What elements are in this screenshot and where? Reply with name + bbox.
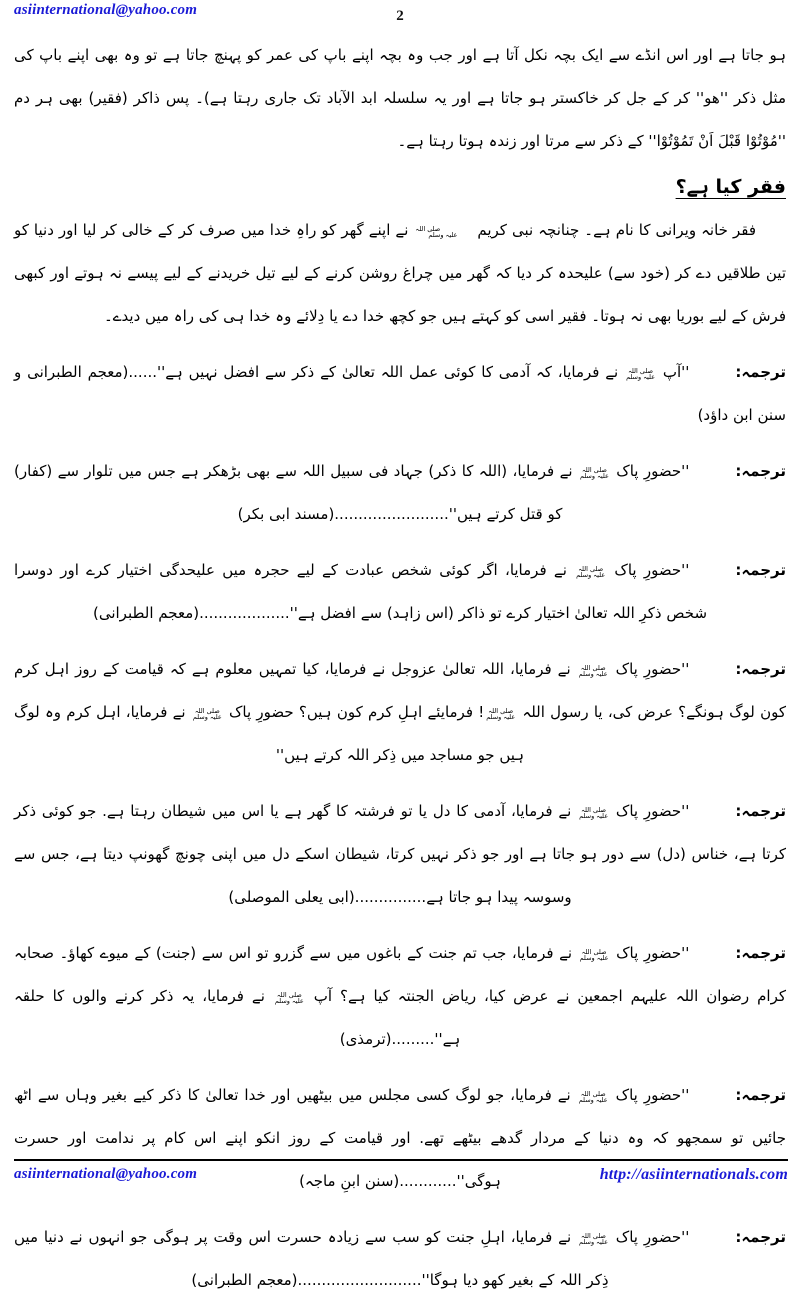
pbuh-honorific-icon: صلی اللہ علیہ وسلم [579,465,609,480]
pbuh-honorific-icon: صلی اللہ علیہ وسلم [579,1231,608,1246]
translation-text: ''حضورِ پاک صلی اللہ علیہ وسلم نے فرمایا، جو لوگ کسی مجلس میں بیٹھیں اور خدا تعالیٰ کا ذکر کیے بغیر وہاں سے اٹھ جائیں تو سمجھو کہ وہ دنیا کے مردار گدھے بیٹھے تھے. اور قیامت کے روز انکو اپنے اس کام پر ندامت اور حسرت ہوگی''............(سنن ابنِ ماجہ) [14,1086,786,1190]
pbuh-honorific-icon: صلی اللہ علیہ وسلم [579,947,609,962]
page-header [14,2,786,28]
pbuh-honorific-icon: صلی اللہ علیہ وسلم [578,1089,608,1104]
footer-email-link[interactable]: asiinternational@yahoo.com [14,1166,198,1182]
pbuh-honorific-icon: صلی اللہ علیہ وسلم [415,224,458,239]
translation-label: ترجمہ: [735,1228,786,1246]
page-number: 2 [396,8,404,24]
section-heading-text: فقر کیا ہے؟ [675,176,786,198]
translation-label: ترجمہ: [735,462,786,480]
intro-paragraph: ہو جاتا ہے اور اس انڈے سے ایک بچہ نکل آتا ہے اور جب وہ بچہ اپنے باپ کی عمر کو پہنچ جاتا ہے تو وہ بھی اپنے باپ کی مثل ذکر ''ھو'' کر کے جل کر خاکستر ہو جاتا ہے اور یہ سلسلہ ابد الآباد تک جاری رہتا ہے)۔ پس ذاکر (فقیر) بھی ہر دم ''مُوْتُوْا قَبْلَ اَنْ تَمُوْتُوْا'' کے ذکر سے مرتا اور زندہ ہوتا رہتا ہے۔ [14,46,786,150]
translation-entry [14,549,786,635]
pbuh-honorific-icon: صلی اللہ علیہ وسلم [626,366,655,381]
pbuh-honorific-icon: صلی اللہ علیہ وسلم [486,706,516,721]
translation-text: ''حضورِ پاک صلی اللہ علیہ وسلم نے فرمایا، اگر کوئی شخص عبادت کے لیے حجرہ میں علیحدگی اختیار کرے اور دوسرا شخص ذکرِ اللہ تعالیٰ اختیار کرے تو ذاکر (اس زاہد) سے افضل ہے''...................(معجم الطبرانی) [14,561,708,622]
translation-text: ''حضورِ پاک صلی اللہ علیہ وسلم نے فرمایا، جب تم جنت کے باغوں میں سے گزرو تو اس سے (جنت) کے میوے کھاؤ۔ صحابہ کرام رضوان اللہ علیہم اجمعین نے عرض کیا، ریاض الجنتہ کیا ہے؟ آپ صلی اللہ علیہ وسلم نے فرمایا، یہ ذکر کرنے والوں کا حلقہ ہے''.........(ترمذی) [14,944,786,1048]
translation-label: ترجمہ: [735,802,786,820]
translation-entry [14,932,786,1061]
translation-text: ''حضورِ پاک صلی اللہ علیہ وسلم نے فرمایا، اہلِ جنت کو سب سے زیادہ حسرت اس وقت پر ہوگی جو انہوں نے دنیا میں ذِکر اللہ کے بغیر کھو دیا ہوگا''..........................(معجم الطبرانی) [14,1228,690,1289]
pbuh-honorific-icon: صلی اللہ علیہ وسلم [576,564,606,579]
pbuh-honorific-icon: صلی اللہ علیہ وسلم [192,706,222,721]
translation-text: ''حضورِ پاک صلی اللہ علیہ وسلم نے فرمایا، اللہ تعالیٰ عزوجل نے فرمایا، کیا تمہیں معلوم ہے کہ قیامت کے روز اہل کرم کون لوگ ہونگے؟ عرض کی، یا رسول اللہ صلی اللہ علیہ وسلم! فرمایئے اہلِ کرم کون ہیں؟ حضورِ پاک صلی اللہ علیہ وسلم نے فرمایا، اہل کرم وہ لوگ ہیں جو مساجد میں ذِکر اللہ کرتے ہیں'' [14,660,787,764]
translation-entry [14,450,786,536]
translation-text: ''حضورِ پاک صلی اللہ علیہ وسلم نے فرمایا، آدمی کا دل یا تو فرشتہ کا گھر ہے یا اس میں شیطان رہتا ہے. جو کوئی ذکر کرتا ہے، خناس (دل) سے دور ہو جاتا ہے اور جو ذکر نہیں کرتا، شیطان اسکے دل میں اپنی چونچ گھونپ دیتا ہے، جس سے وسوسہ پیدا ہو جاتا ہے...............(ابی یعلی الموصلی) [14,802,786,906]
faqr-paragraph: فقر خانہ ویرانی کا نام ہے۔ چنانچہ نبی کریم صلی اللہ علیہ وسلم نے اپنے گھر کو راہِ خدا میں صرف کر کے خالی کر لیا اور دنیا کو تین طلاقیں دے کر (خود سے) علیحدہ کر دیا کہ گھر میں چراغ روشن کرنے کے لیے تیل خریدنے کے لیے پیسے نہ ہوتے اور کبھی فرش کے لیے بوریا بھی نہ ہوتا۔ فقیر اسی کو کہتے ہیں جو کچھ خدا دے یا دِلائے وہ خدا ہی کی راہ میں دیدے۔ [14,221,786,325]
translation-label: ترجمہ: [735,561,787,579]
translation-entry [14,648,786,777]
header-email-link[interactable]: asiinternational@yahoo.com [14,2,198,18]
translation-label: ترجمہ: [735,363,786,381]
translation-label: ترجمہ: [735,1086,787,1104]
page-footer [14,1159,788,1184]
pbuh-honorific-icon: صلی اللہ علیہ وسلم [579,805,609,820]
translation-entry [14,790,786,919]
translation-text: ''آپ صلی اللہ علیہ وسلم نے فرمایا، کہ آدمی کا کوئی عمل اللہ تعالیٰ کے ذکر سے افضل نہیں ہے''......(معجم الطبرانی و سنن ابن داؤد) [14,363,786,424]
section-heading [14,167,786,207]
translation-text: ''حضورِ پاک صلی اللہ علیہ وسلم نے فرمایا، (اللہ کا ذکر) جہاد فی سبیل اللہ سے بھی بڑھکر ہے جس میں تلوار سے (کفار) کو قتل کرتے ہیں''........................(مسند ابی بکر) [14,462,690,523]
translation-label: ترجمہ: [735,660,786,678]
translation-label: ترجمہ: [735,944,786,962]
translation-entry [14,351,786,437]
pbuh-honorific-icon: صلی اللہ علیہ وسلم [578,663,608,678]
pbuh-honorific-icon: صلی اللہ علیہ وسلم [274,990,304,1005]
translation-entry [14,1216,786,1302]
footer-url-link[interactable]: http://asiinternationals.com [599,1166,788,1183]
